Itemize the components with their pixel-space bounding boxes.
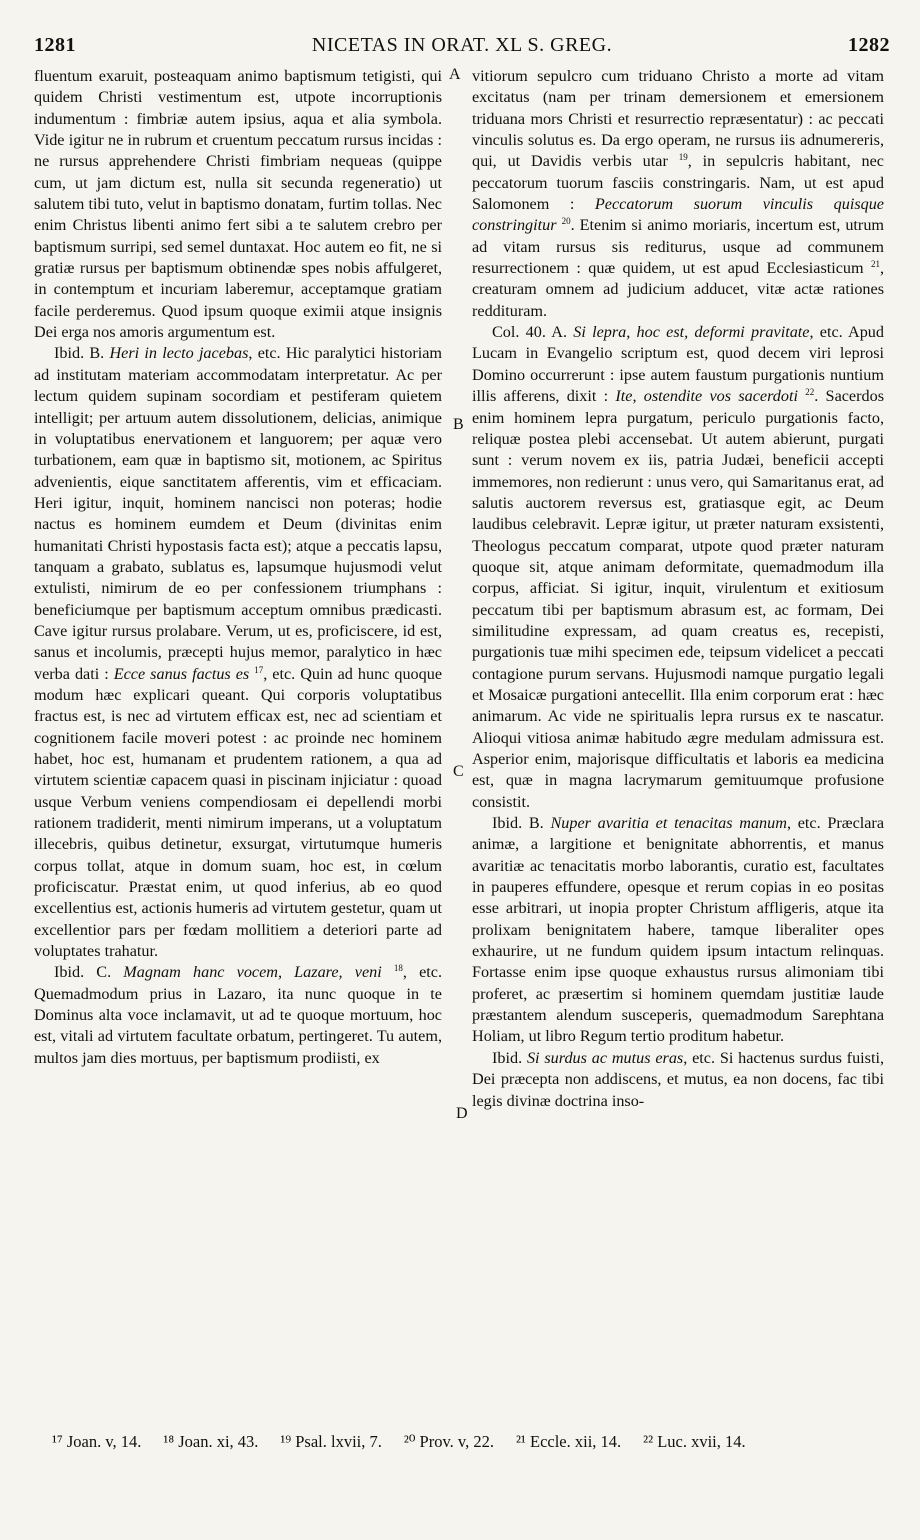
left-column [34, 66, 442, 1069]
right-page-number: 1282 [848, 34, 890, 56]
paragraph: Ibid. B. Heri in lecto jacebas, etc. Hic paralytici historiam ad institutam materiam accommodatam interpretatur. Ac per lectum quidem supinam socordiam et pestiferam quietem intelligit; per artuum autem dissolutionem, delicias, animique in voluptatibus enervationem et languorem; per aquæ vero turbationem, eam quæ in baptismo sit, motionem, ac Spiritus advenientis, eique sanctitatem afferentis, vim et efficaciam. Heri igitur, inquit, hominem nancisci non poteras; hodie nactus es hominem eumdem et Deum (divinitas enim humanitati Christi hypostasis facta est); atque a peccatis lapsu, tanquam a grabato, sublatus es, lapsumque hujusmodi velut extulisti, nimirum de eo per confessionem triumphans : beneficiumque per baptismum acceptum omnibus prædicasti. Cave igitur rursus prolabare. Verum, ut es, proficiscere, id est, sanus et incolumis, præcepti hujus memor, paralytico in hæc verba dati : Ecce sanus factus es $^{17}$, etc. Quin ad hunc quoque modum hæc explicari queant. Qui corporis voluptatibus fractus est, is nec ad virtutem efficax est, nec ad scientiam et cognitionem facile moveri potest : ac proinde nec hominem habet, hoc est, humanam et prudentem rationem, a qua ad virtutem scientiæ capacem quasi in piscinam injiciatur : quoad usque Verbum veniens compendiosam ei depellendi morbi rationem tradiderit, menti nimirum imperans, ut a voluptatum illecebris, quibus detinetur, exsurgat, virtutumque humeris corpus tollat, atque in domum suam, hoc est, in cœlum proficiscatur. Præstat enim, ut quod inferius, ab eo quod excellentius est, actionis humeris ad virtutem gestetur, quam ut excellentior pars per fœdam mollitiem a deteriori parte ad voluptates trahatur. [34, 344, 443, 961]
paragraph: Ibid. C. Magnam hanc vocem, Lazare, veni $^{18}$, etc. Quemadmodum prius in Lazaro, ita nunc quoque in te Dominus alta voce inclamavit, ut ad te quoque mortuum, hoc est, vitali ad virtutem facultate orbatum, pertingeret. Tu autem, multos jam dies mortuus, per baptismum prodiisti, ex [34, 963, 443, 1067]
footnote: ¹⁷ Joan. v, 14. [52, 1432, 142, 1451]
paragraph: fluentum exaruit, posteaquam animo baptismum tetigisti, qui quidem Christi vestimentum est, utpote incorruptionis indumentum : fimbriæ autem ipsius, aqua et alia symbola. Vide igitur ne in rubrum et cruentum peccatum rursus incidas : ne rursus apprehendere Christi fimbriam nequeas (quippe cum, ut jam dictum est, nulla sit secunda regeneratio) ut salutem tibi tuto, velut in baptismo donatam, furtim tollas. Nec enim Christus libenti animo fert sibi a te salutem crebro per baptismum surripi, sed semel duntaxat. Hoc autem eo fit, ne si gratiæ rursus per baptismum obtinendæ spes nobis affulgeret, in contemptum et incuriam laberemur, acceptamque gratiam facile perderemus. Quod ipsum quoque eximii atque insignis Dei erga nos amoris argumentum est. [34, 67, 442, 342]
running-header [34, 34, 890, 64]
section-marker-a: A [449, 66, 461, 83]
footnote: ²² Luc. xvii, 14. [643, 1432, 746, 1451]
running-title: NICETAS IN ORAT. XL S. GREG. [311, 34, 613, 56]
footnote: ²¹ Eccle. xii, 14. [515, 1432, 622, 1451]
section-marker-d: D [456, 1105, 468, 1122]
paragraph: Col. 40. A. Si lepra, hoc est, deformi pravitate, etc. Apud Lucam in Evangelio scriptum est, quod decem viri leprosi Domino occurrerunt : ipse autem faustum purgationis nuntium illis afferens, dixit : Ite, ostendite vos sacerdoti $^{22}$. Sacerdos enim hominem lepra purgatum, periculo purgationis facto, reliquæ postea plebi accensebat. Ut autem abierunt, purgati sunt : verum novem ex iis, patria Judæi, beneficii accepti immemores, non redierunt : unus vero, qui Samaritanus erat, ad salutis auctorem reversus est, gratiasque egit, ac Deum laudibus celebravit. Lepræ igitur, ut præter naturam exsistenti, Theologus peccatum comparat, utpote quod præter naturam quoque sit, atque animam deformitate, quemadmodum illa corpus, afficiat. Si igitur, inquit, virulentum et exitiosum peccatum tibi per baptismum abrasum est, ac formam, Dei similitudine expressam, ad quam creatus es, recepisti, purgationis tuæ mihi specimen ede, teipsum videlicet a peccati contagione purum servans. Hujusmodi namque purgatio legali et Mosaicæ purgationi antecellit. Illa enim corporum erat : hæc animarum. Ac vide ne spiritualis lepra rursus ex te nascatur. Alioqui vitiosa animæ habitudo ægre medulam admissura est. Asperior enim, majorisque difficultatis et laboris ea medicina est, quæ in magna lacrymarum gemituumque profusione consistit. [472, 323, 884, 811]
paragraph: vitiorum sepulcro cum triduano Christo a morte ad vitam excitatus (nam per trinam demersionem et emersionem triduana mors Christi et resurrectio repræsentatur) : ac peccati vinculis solutus es. Da ergo operam, ne rursus iis adnumereris, qui, ut Davidis verbis utar $^{19}$, in sepulcris habitant, nec peccatorum tuorum fasciis constringaris. Nam, ut est apud Salomonem : Peccatorum suorum vinculis quisque constringitur $^{20}$. Etenim si animo moriaris, incertum est, utrum ad vitam rursus sis rediturus, usque ad communem resurrectionem : quæ quidem, ut est apud Ecclesiasticum $^{21}$, creaturam omnem ad judicium adducet, vitæ actæ rationes reddituram. [472, 67, 885, 320]
footnote: ¹⁸ Joan. xi, 43. [163, 1432, 259, 1451]
left-page-number: 1281 [34, 34, 76, 56]
footnotes [52, 1432, 890, 1452]
section-marker-b: B [453, 416, 464, 433]
paragraph: Ibid. Si surdus ac mutus eras, etc. Si hactenus surdus fuisti, Dei præcepta non addiscens, et mutus, ea non docens, fac tibi legis divinæ doctrina inso- [472, 1048, 885, 1110]
right-column [472, 66, 884, 1112]
section-marker-c: C [453, 763, 464, 780]
footnote: ¹⁹ Psal. lxvii, 7. [280, 1432, 382, 1451]
footnote: ²⁰ Prov. v, 22. [403, 1432, 494, 1451]
paragraph: Ibid. B. Nuper avaritia et tenacitas manum, etc. Præclara animæ, a largitione et benignitate abhorrentis, et manus avaritiæ ac tenacitatis morbo laborantis, curatio est, facultates in pauperes effundere, opesque et rerum copias in eo positas esse arbitrari, ut inopia propter Christum affligeris, atque ita prolixam benignitatem habere, tamque liberaliter opes exhaurire, ut ne fundum quidem ipsum intactum relinquas. Fortasse enim ipse quoque exhaustus rursus alimoniam tibi proferet, ac præsertim si hominem quemdam justitiæ laude præstantem alendum susceperis, quemadmodum Sarephtana Holiam, ut libro Regum tertio proditum habetur. [472, 814, 885, 1046]
